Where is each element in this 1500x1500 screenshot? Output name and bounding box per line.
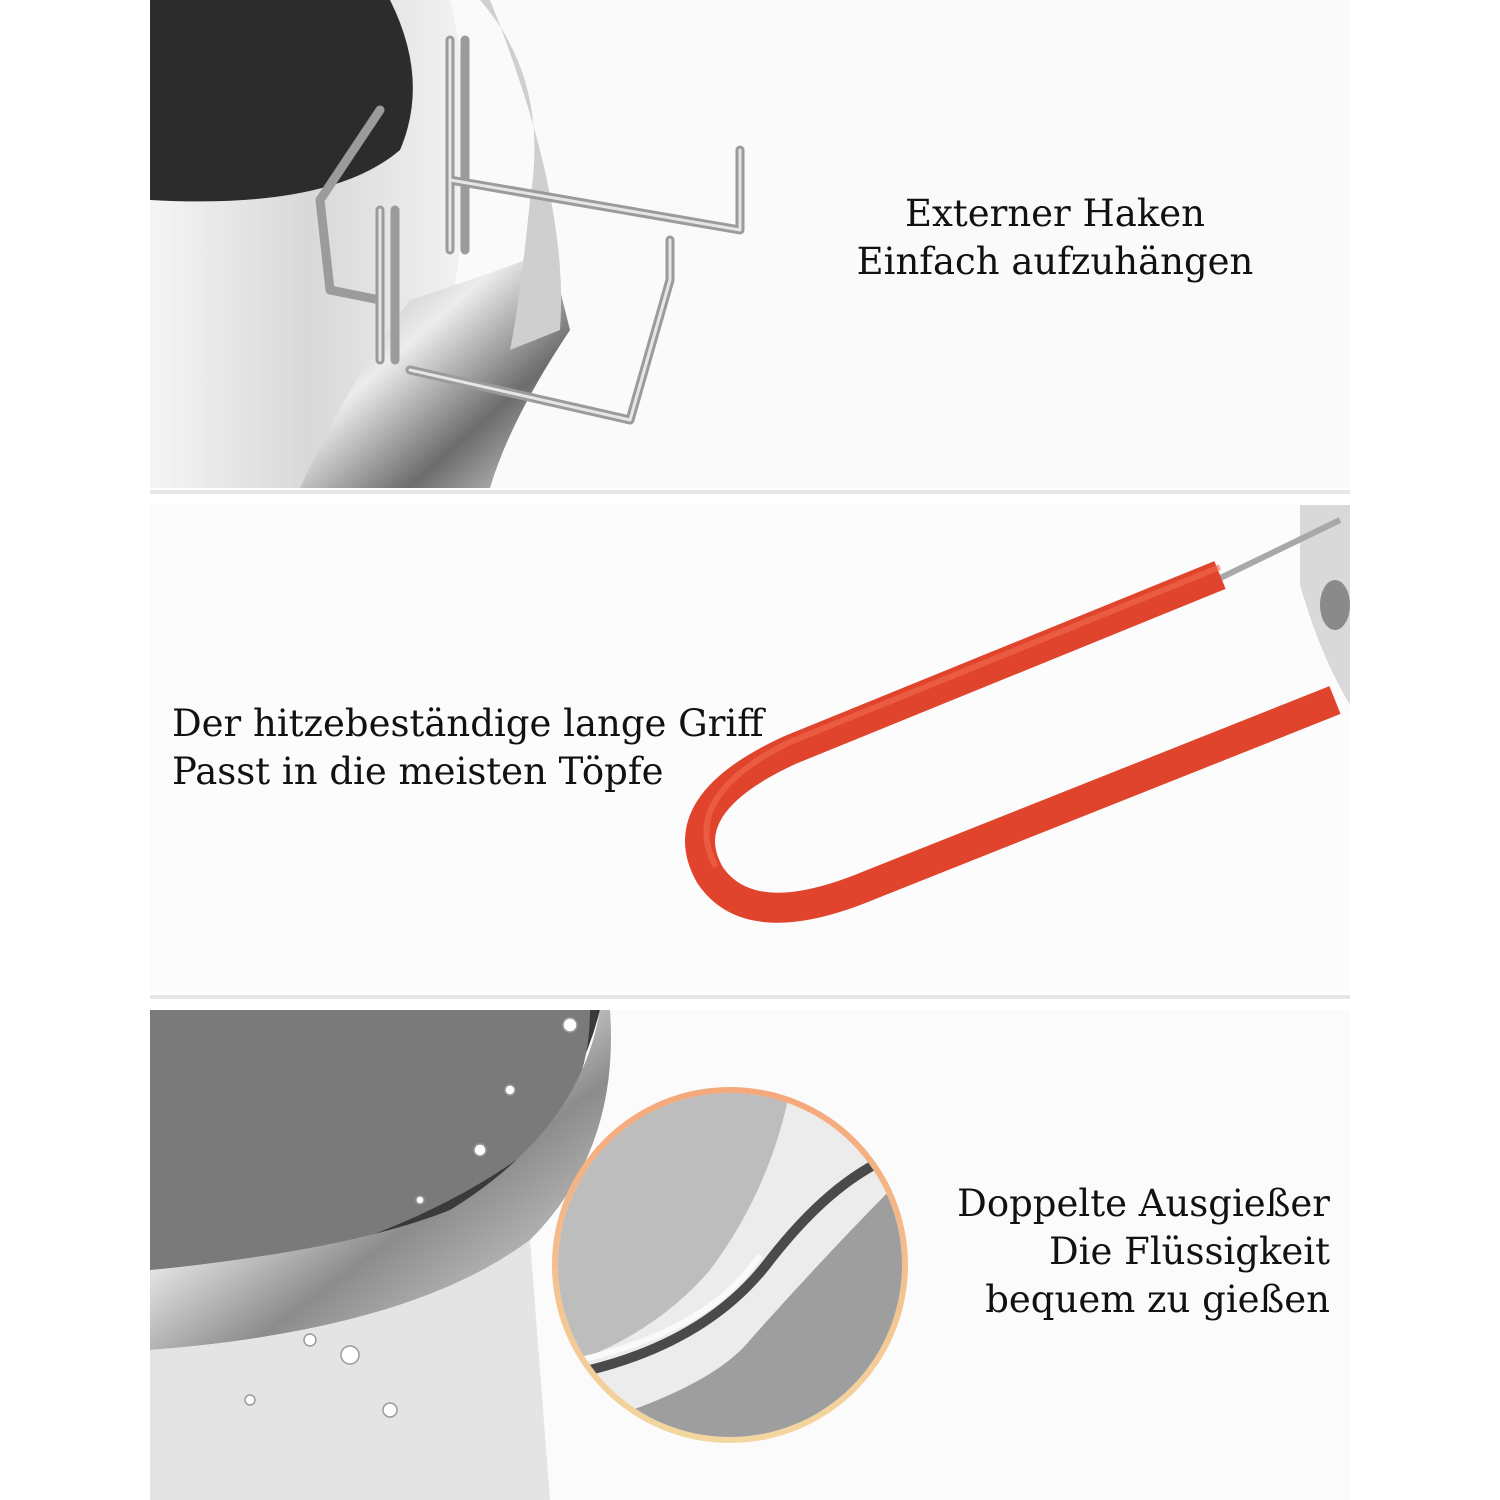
panel-spout [150,1010,1350,1500]
divider-1 [150,490,1350,494]
panel-handle [150,505,1350,993]
panel-hook [150,0,1350,488]
hook-caption-line-2: Einfach aufzuhängen [856,240,1254,283]
handle-caption-line-2: Passt in die meisten Töpfe [172,750,664,793]
spout-caption-line-1: Doppelte Ausgießer [957,1182,1330,1225]
hook-caption-line-1: Externer Haken [905,192,1205,235]
hook-caption [850,190,1260,286]
handle-caption [172,700,764,796]
divider-2 [150,995,1350,999]
handle-caption-line-1: Der hitzebeständige lange Griff [172,702,764,745]
spout-caption-line-2: Die Flüssigkeit [1048,1230,1330,1273]
spout-caption-line-3: bequem zu gießen [985,1278,1330,1321]
spout-caption [920,1180,1330,1324]
